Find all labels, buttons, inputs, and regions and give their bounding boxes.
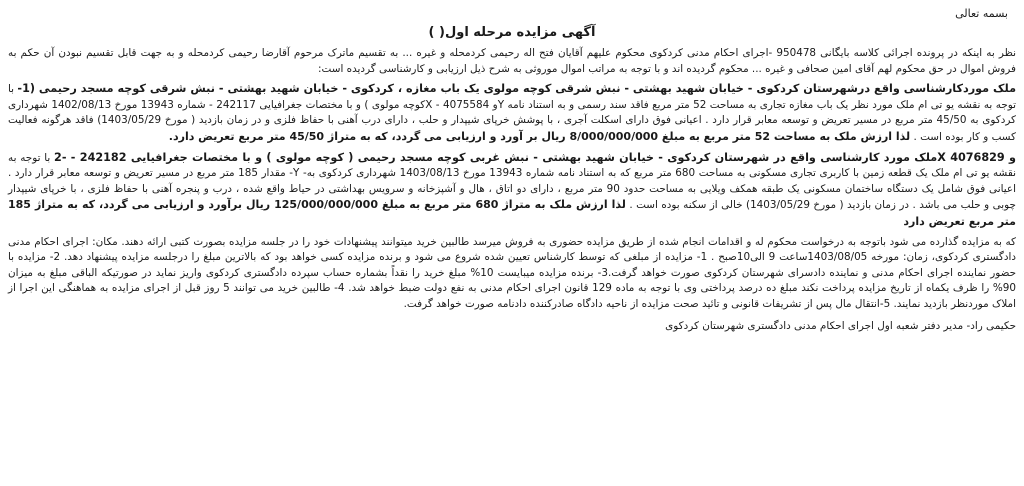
property-item-2-valuation: لذا ارزش ملک به متراژ 680 متر مربع به مبلغ 125/000/000/000 ریال برآورد و ارزیابی می گردد، که به متراژ 185 متر مربع تعریض دارد [8, 198, 1016, 228]
basmala-header: بسمه تعالی [955, 7, 1008, 20]
property-item-2-body: با توجه به نقشه یو تی ام ملک یک قطعه زمین با کاربری تجاری مسکونی به مساحت 680 متر مربع که به استناد نامه شماره 13943 مورخ 1403/08/13 شهرداری کردکوی به- Y- مقدار 185 متر مربع در مسیر تعریض و توسعه معابر قرار دارد . اعیانی فوق شامل یک دستگاه ساختمان مسکونی یک طبقه همکف ویلایی به مساحت حدود 90 متر مربع ، دارای دو اتاق ، هال و آشپزخانه و سرویس بهداشتی در حیاط واقع شده ، درب و پنجره آهنی با حفاظ فلزی ، با خرپای شیپدار چوبی و حلب می باشد . در زمان بازدید ( مورخ 1403/05/29) خالی از سکنه بوده است . [8, 151, 1016, 212]
auction-terms-paragraph: که به مزایده گذارده می شود باتوجه به درخواست محکوم له و اقدامات انجام شده از طریق مزایده حضوری به فروش میرسد طالبین خرید میتوانند پیشنهادات خود را در جلسه مزایده بصورت کتبی ارائه دهند. مکان: اجرای احکام مدنی دادگستری کردکوی، زمان: مورخه 1403/08/05ساعت 9 الی10صبح . 1- مزایده از مبلغی که توسط کارشناس تعیین شده شروع می شود و برنده مزایده کسی خواهد بود که بالاترین مبلغ را درجلسه مزایده پیشنهاد دهد. 2- مزایده با حضور نماینده اجرای احکام مدنی و نماینده دادسرای شهرستان کردکوی صورت خواهد گرفت.3- برنده مزایده میبایست 10% مبلغ خرید را نقداً بشماره حساب سپرده دادگستری کردکوی واریز نماید در صورتیکه الباقی مبلغ به میزان 90% را ظرف یکماه از تاریخ مزایده پرداخت نکند مبلغ ده درصد پرداختی وی با توجه به ماده 129 قانون اجرای احکام مدنی به نفع دولت ضبط خواهد شد. 4- طالبین خرید می توانند 5 روز قبل از اجرای مزایده به هماهنگی این اجرا از املاک موردنظر بازدید نمایند. 5-انتقال مال پس از تشریفات قانونی و تائید صحت مزایده از ناحیه دادگاه صادرکننده دادنامه صورت خواهد گرفت. [8, 235, 1017, 310]
property-item-2 [8, 150, 1016, 231]
intro-paragraph: نظر به اینکه در پرونده اجرائی کلاسه بایگانی 950478 -اجرای احکام مدنی کردکوی محکوم علیهم آقایان فتح اله رحیمی کردمحله و غیره ... به تقسیم ماترک مرحوم آقارضا رحیمی کردمحله و به جهت قابل تقسیم نبودن آن حکم به فروش اموال در حق محکوم لهم آقای امین صحافی و غیره ... محکوم گردیده اند و با توجه به مراتب اموال موروثی به شرح ذیل ارزیابی و کارشناسی گردیده است: [8, 47, 1016, 75]
notice-title: آگهی مزایده مرحله اول( ) [428, 25, 596, 40]
property-item-1-heading: ملک موردکارشناسی واقع درشهرستان کردکوی - خیابان شهید بهشتی - نبش شرقی کوچه مولوی یک باب مغازه ، کردکوی - خیابان شهید بهشتی - نبش شرقی کوچه مسجد رحیمی (1- [17, 82, 1016, 96]
property-item-1-body: با توجه به نقشه یو تی ام ملک مورد نظر یک باب مغازه تجاری به مساحت 52 متر مربع فاقد سند رسمی و به استناد نامه Yو 4075584 - Xکوچه مولوی ) و با مختصات جغرافیایی 242117 - شماره 13943 مورخ 1402/08/13 شهرداری کردکوی به 45/50 متر مربع در مسیر تعریض و توسعه معابر قرار دارد . اعیانی فوق دارای اسکلت آجری ، با پوشش خرپای شیپدار و حلب ، دارای درب آهنی با حفاظ فلزی و در زمان بازدید ( مورخ 1403/05/29) فاقد هرگونه فعالیت کسب و کار بوده است . [8, 83, 1017, 143]
property-item-1-valuation: لذا ارزش ملک به مساحت 52 متر مربع به مبلغ 8/000/000/000 ریال بر آورد و ارزیابی می گردد، که به متراژ 45/50 متر مربع تعریض دارد. [168, 129, 911, 143]
signature-line: حکیمی راد- مدیر دفتر شعبه اول اجرای احکام مدنی دادگستری شهرستان کردکوی [665, 319, 1016, 332]
property-item-2-heading: و 4076829 Xملک مورد کارشناسی واقع در شهرستان کردکوی - خیابان شهید بهشتی - نبش غربی کوچه مسجد رحیمی ( کوچه مولوی ) و با مختصات جغرافیایی 242182 - -2 [54, 150, 1016, 164]
property-item-1 [8, 81, 1016, 145]
